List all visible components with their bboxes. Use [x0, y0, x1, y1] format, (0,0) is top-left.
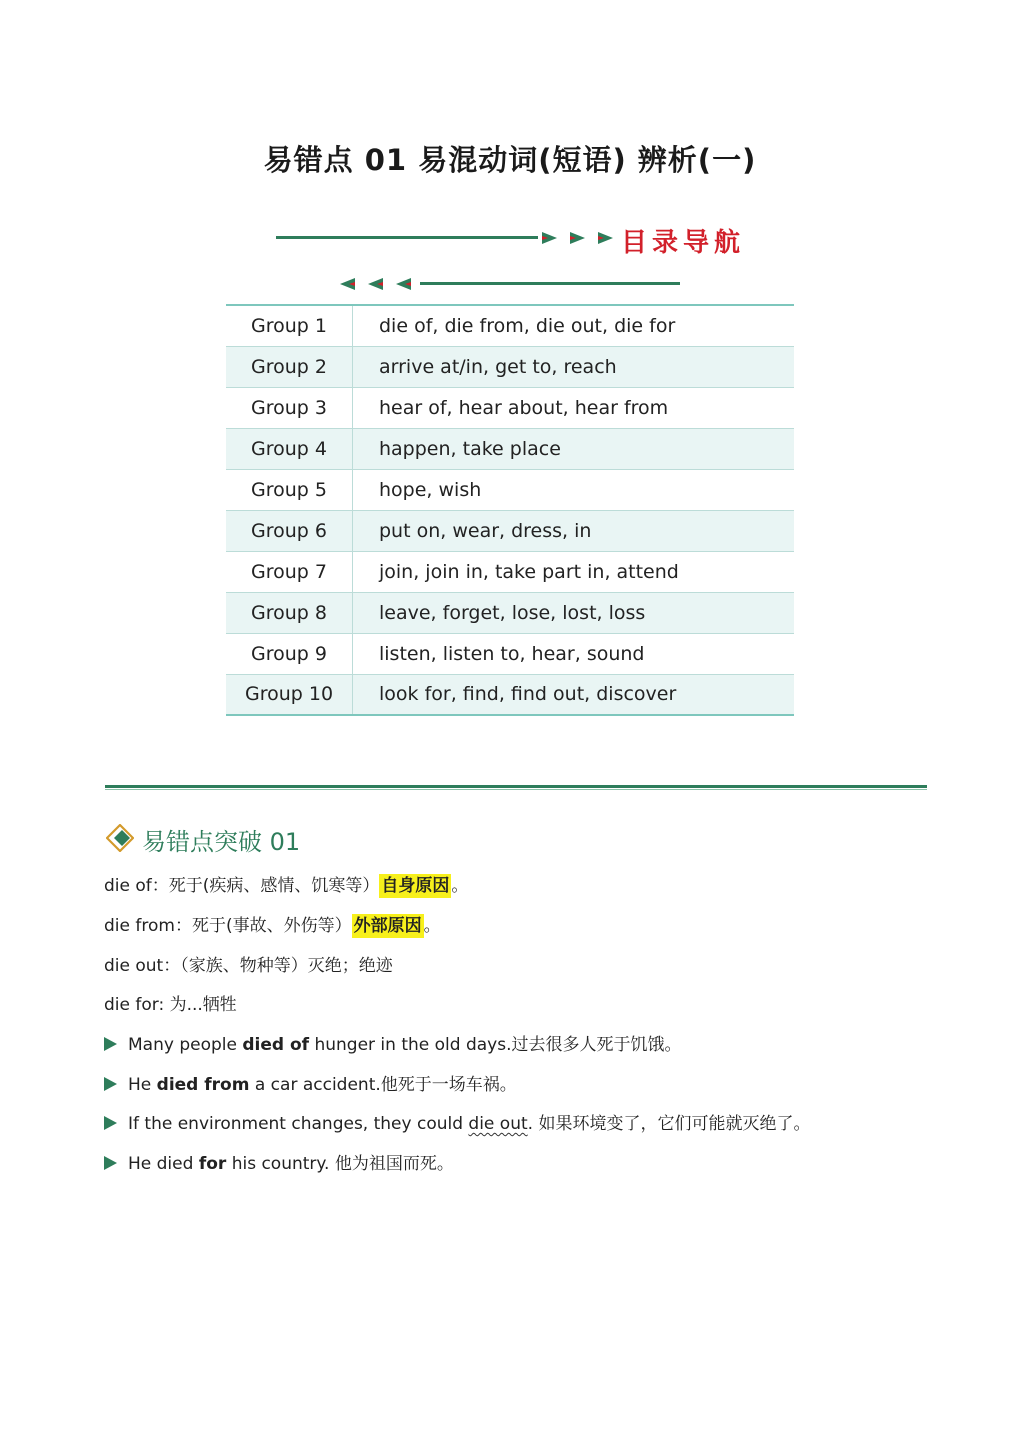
toc-row[interactable] — [226, 633, 794, 674]
section-divider-thin — [105, 789, 927, 790]
section-divider — [105, 785, 927, 788]
highlight-text: 外部原因 — [353, 916, 422, 936]
toc-group: Group 4 — [226, 428, 353, 469]
toc-group: Group 9 — [226, 633, 353, 674]
toc-row[interactable] — [226, 592, 794, 633]
nav-label: 目录导航 — [621, 228, 746, 258]
toc-group: Group 3 — [226, 387, 353, 428]
toc-group: Group 1 — [226, 305, 353, 346]
toc-row[interactable] — [226, 387, 794, 428]
definition-line — [104, 911, 441, 936]
example-text: He — [128, 1075, 157, 1095]
toc-content: join, join in, take part in, attend — [379, 560, 679, 583]
toc-group: Group 6 — [226, 510, 353, 551]
toc-content: arrive at/in, get to, reach — [379, 355, 617, 378]
toc-group: Group 8 — [226, 592, 353, 633]
triangle-bullet-icon — [104, 1116, 117, 1130]
arrow-left-icon — [368, 278, 383, 290]
example-sentence — [104, 1030, 682, 1055]
definition-text: 。 — [423, 916, 441, 936]
arrow-right-icon — [570, 232, 585, 244]
toc-content: hear of, hear about, hear from — [379, 396, 669, 419]
triangle-bullet-icon — [104, 1156, 117, 1170]
definition-line: die for: 为...牺牲 — [104, 995, 237, 1015]
toc-row[interactable] — [226, 305, 794, 346]
highlight-text: 自身原因 — [381, 876, 450, 896]
definition-text: 。 — [451, 876, 469, 896]
page-title: 易错点 01 易混动词(短语) 辨析(一) — [263, 143, 757, 177]
arrow-right-icon — [598, 232, 613, 244]
toc-content: hope, wish — [379, 478, 482, 501]
example-text: hunger in the old days.过去很多人死于饥饿。 — [309, 1035, 682, 1055]
example-sentence — [104, 1070, 517, 1095]
toc-group: Group 5 — [226, 469, 353, 510]
definition-text: die from：死于(事故、外伤等） — [104, 916, 352, 936]
arrow-right-icon — [542, 232, 557, 244]
nav-line-top — [276, 236, 538, 239]
key-phrase: died from — [156, 1075, 250, 1095]
toc-row[interactable] — [226, 346, 794, 387]
definition-line: die out：（家族、物种等）灭绝；绝迹 — [104, 956, 393, 976]
toc-row[interactable] — [226, 551, 794, 592]
arrow-left-icon — [340, 278, 355, 290]
toc-content: listen, listen to, hear, sound — [379, 642, 645, 665]
example-sentence — [104, 1149, 454, 1174]
triangle-bullet-icon — [104, 1037, 117, 1051]
example-text: If the environment changes, they could — [128, 1114, 469, 1134]
definition-line — [104, 871, 468, 896]
example-text: his country. 他为祖国而死。 — [226, 1154, 454, 1174]
toc-row[interactable] — [226, 510, 794, 551]
toc-content: happen, take place — [379, 437, 561, 460]
example-text: a car accident.他死于一场车祸。 — [249, 1075, 517, 1095]
definition-text: die of：死于(疾病、感情、饥寒等） — [104, 876, 380, 896]
toc-row[interactable] — [226, 469, 794, 510]
example-sentence — [104, 1109, 810, 1134]
example-text: Many people — [128, 1035, 243, 1055]
diamond-icon — [106, 824, 134, 852]
triangle-bullet-icon — [104, 1077, 117, 1091]
example-text: . 如果环境变了，它们可能就灭绝了。 — [527, 1114, 811, 1134]
toc-table — [226, 304, 794, 716]
key-phrase: die out — [468, 1114, 528, 1134]
nav-line-bottom — [420, 282, 680, 285]
example-text: He died — [128, 1154, 199, 1174]
toc-content: die of, die from, die out, die for — [379, 314, 676, 337]
toc-row[interactable] — [226, 674, 794, 715]
toc-group: Group 10 — [226, 674, 353, 715]
toc-group: Group 2 — [226, 346, 353, 387]
section-title: 易错点突破 01 — [142, 828, 301, 856]
arrow-left-icon — [396, 278, 411, 290]
toc-content: leave, forget, lose, lost, loss — [379, 601, 646, 624]
toc-content: put on, wear, dress, in — [379, 519, 592, 542]
key-phrase: died of — [242, 1035, 310, 1055]
toc-content: look for, find, find out, discover — [379, 683, 677, 706]
key-phrase: for — [198, 1154, 227, 1174]
toc-group: Group 7 — [226, 551, 353, 592]
toc-row[interactable] — [226, 428, 794, 469]
